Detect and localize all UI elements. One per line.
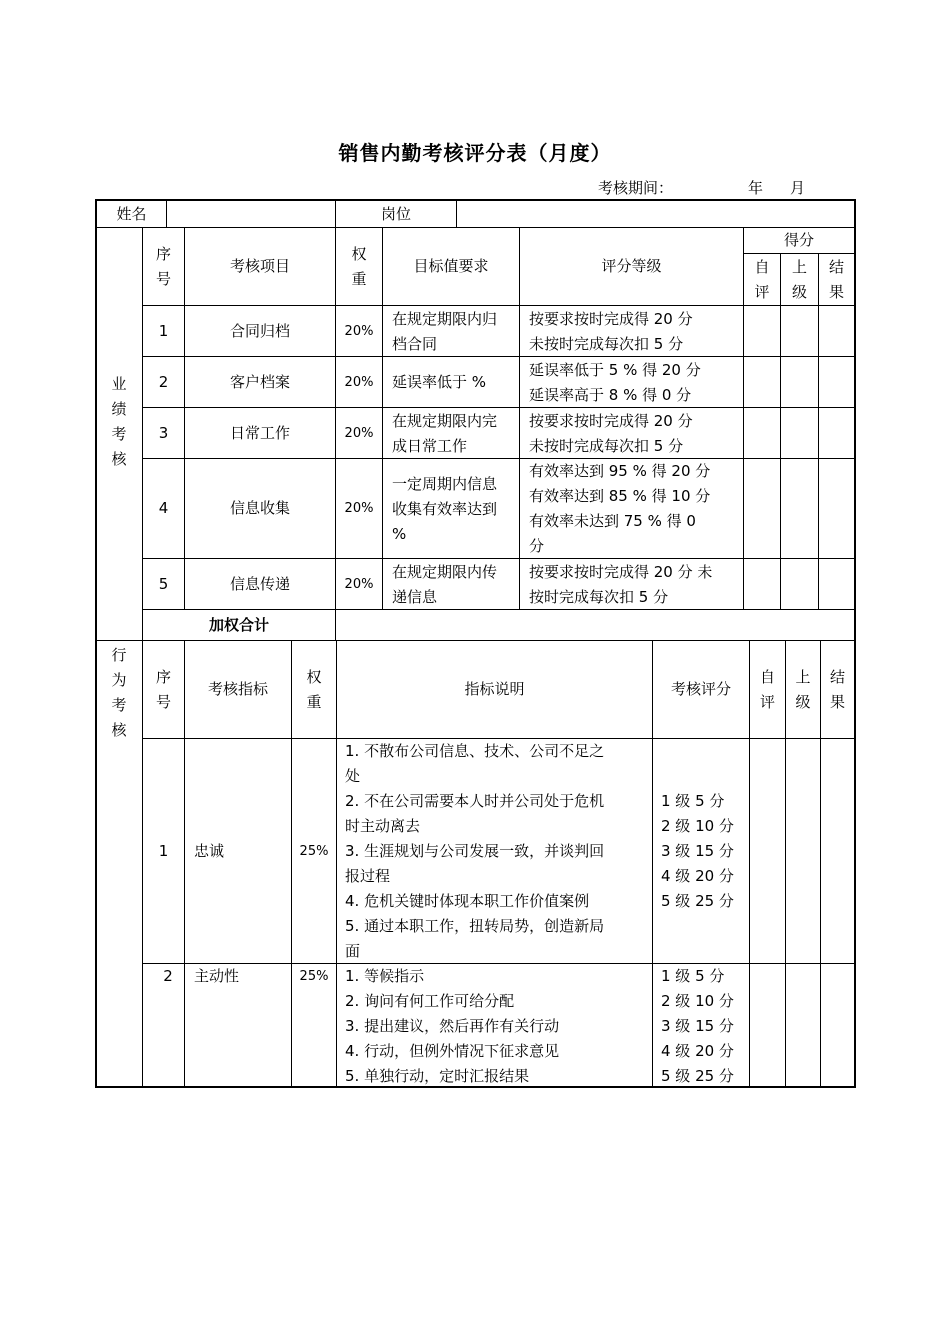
perf-row-seq: 5 [158,574,169,593]
col-superior-header: 上 级 [791,257,807,301]
perf-row-weight: 20% [344,374,374,390]
perf-row-grade: 延误率低于 5 % 得 20 分 延误率高于 8 % 得 0 分 [529,361,701,404]
behavior-row-weight: 25% [299,969,329,984]
perf-row-item: 信息传递 [229,574,290,593]
behavior-row-desc: 1. 不散布公司信息、技术、公司不足之 处 2. 不在公司需要本人时并公司处于危机 时主动离去 3. 生涯规划与公司发展一致，并谈判回 报过程 4. 危机关键时体现本职工作价值案例 5. 通过本职工作，扭转局势，创造新局 面 [345,742,605,960]
period-month: 月 [790,179,806,197]
col-seq-header: 序 号 [155,244,171,288]
perf-row-grade: 按要求按时完成得 20 分 未 按时完成每次扣 5 分 [529,563,713,606]
col-weight-header: 权 重 [306,667,322,711]
col-result-header: 结 果 [828,257,844,301]
perf-row-weight: 20% [344,501,374,516]
behavior-row-levels: 1 级 5 分 2 级 10 分 3 级 15 分 4 级 20 分 5 级 25 分 [661,792,734,910]
period-label: 考核期间： [598,179,674,197]
perf-row-target: 一定周期内信息 收集有效率达到 % [392,475,498,543]
col-weight-header: 权 重 [351,244,367,288]
name-label: 姓名 [116,204,147,223]
col-target-header: 目标值要求 [413,257,489,275]
behavior-row-seq: 2 [163,967,173,985]
name-field[interactable] [167,201,335,227]
perf-row-item: 信息收集 [229,499,290,517]
perf-row-seq: 4 [158,499,169,517]
perf-row-item: 合同归档 [229,321,290,340]
col-grade-header: 评分等级 [601,257,662,275]
perf-row-seq: 3 [158,423,169,442]
grid-line [818,253,819,609]
behavior-row-indicator: 主动性 [194,967,240,985]
perf-row-target: 在规定期限内归 档合同 [392,310,498,353]
behavior-row-weight: 25% [299,843,329,859]
col-score-header: 得分 [783,231,814,249]
col-self-header: 自 评 [759,667,775,711]
behavior-row-desc: 1. 等候指示 2. 询问有何工作可给分配 3. 提出建议，然后再作有关行动 4. 行动，但例外情况下征求意见 5. 单独行动，定时汇报结果 [345,967,560,1085]
perf-row-weight: 20% [344,576,374,592]
behavior-row-levels: 1 级 5 分 2 级 10 分 3 级 15 分 4 级 20 分 5 级 25 分 [661,967,734,1085]
perf-row-weight: 20% [344,425,374,441]
behavior-section-label: 行 为 考 核 [111,646,127,739]
perf-row-target: 延误率低于 % [392,373,487,391]
perf-row-seq: 1 [158,321,169,340]
col-seq-header: 序 号 [155,667,171,711]
perf-row-grade: 有效率达到 95 % 得 20 分 有效率达到 85 % 得 10 分 有效率未达到 75 % 得 0 分 [529,462,711,555]
col-indicator-header: 考核指标 [207,680,268,698]
period-year: 年 [748,179,764,197]
perf-row-weight: 20% [344,323,374,339]
grid-line [780,253,781,609]
col-superior-header: 上 级 [795,667,811,711]
perf-row-target: 在规定期限内完 成日常工作 [392,412,498,455]
col-self-header: 自 评 [754,257,770,301]
col-score-header: 考核评分 [670,680,731,698]
page-title: 销售内勤考核评分表（月度） [338,141,612,165]
perf-row-item: 日常工作 [229,423,290,442]
col-desc-header: 指标说明 [464,680,525,698]
perf-row-grade: 按要求按时完成得 20 分 未按时完成每次扣 5 分 [529,310,693,353]
behavior-row-seq: 1 [158,841,169,860]
behavior-row-indicator: 忠诚 [194,842,225,860]
col-result-header: 结 果 [829,667,845,711]
weighted-total-label: 加权合计 [208,615,269,634]
post-label: 岗位 [380,204,411,223]
perf-row-seq: 2 [158,372,169,391]
perf-row-item: 客户档案 [229,372,290,391]
perf-row-grade: 按要求按时完成得 20 分 未按时完成每次扣 5 分 [529,412,693,455]
col-item-header: 考核项目 [229,257,290,275]
post-field[interactable] [457,201,854,227]
performance-section-label: 业 绩 考 核 [111,375,127,468]
perf-row-target: 在规定期限内传 递信息 [392,563,498,606]
